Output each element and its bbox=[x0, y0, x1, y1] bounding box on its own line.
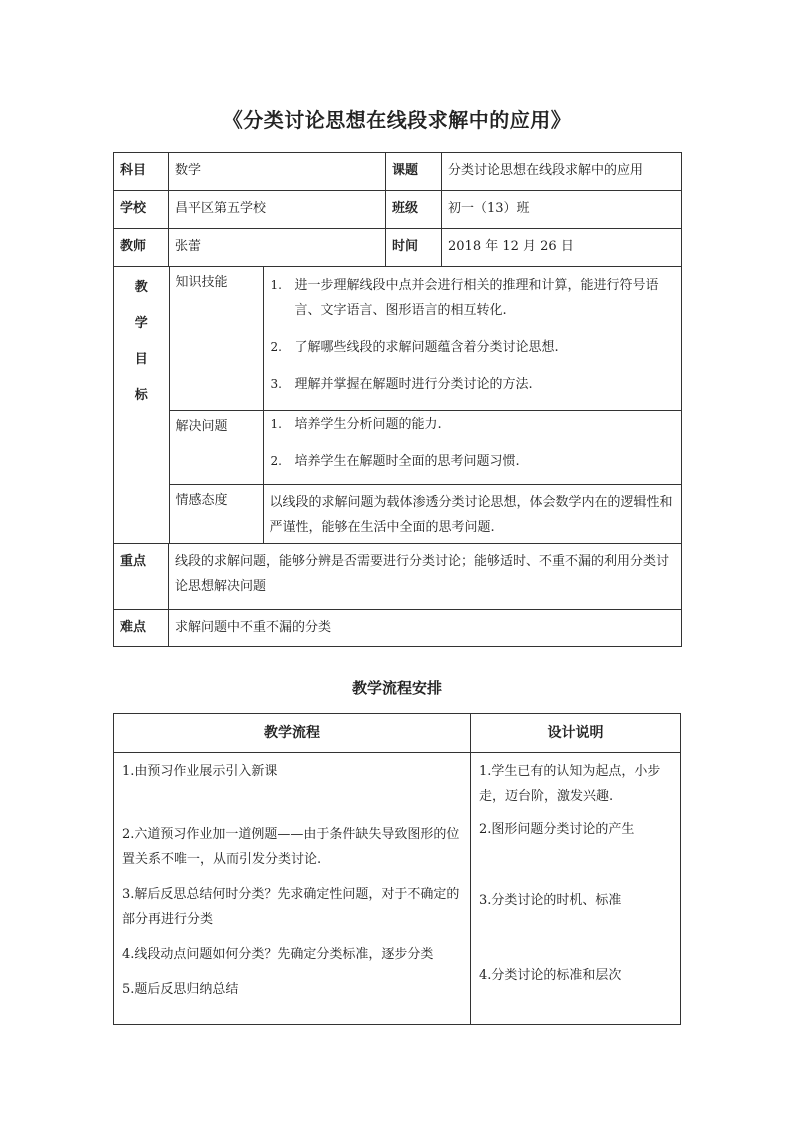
design-note: 1.学生已有的认知为起点，小步走，迈台阶，激发兴趣. bbox=[479, 764, 661, 804]
design-notes bbox=[471, 753, 681, 1025]
flow-table bbox=[113, 713, 681, 1025]
flow-col-header: 教学流程 bbox=[114, 714, 471, 753]
list-item: 2. 了解哪些线段的求解问题蕴含着分类讨论思想. bbox=[270, 340, 559, 355]
key-label: 重点 bbox=[114, 543, 169, 609]
flow-step: 2.六道预习作业加一道例题——由于条件缺失导致图形的位置关系不唯一，从而引发分类讨论. bbox=[122, 827, 460, 867]
goals-table bbox=[114, 267, 681, 543]
class-label: 班级 bbox=[386, 191, 442, 229]
difficulty-label: 难点 bbox=[114, 609, 169, 646]
design-note: 3.分类讨论的时机、标准 bbox=[479, 893, 622, 908]
time-value: 2018 年 12 月 26 日 bbox=[442, 229, 682, 267]
flow-section-title: 教学流程安排 bbox=[351, 679, 442, 697]
class-value: 初一（13）班 bbox=[442, 191, 682, 229]
list-item: 1. 进一步理解线段中点并会进行相关的推理和计算，能进行符号语言、文字语言、图形语言的相互转化. bbox=[270, 278, 659, 318]
topic-value: 分类讨论思想在线段求解中的应用 bbox=[442, 153, 682, 191]
problem-list bbox=[263, 411, 681, 485]
school-label: 学校 bbox=[114, 191, 169, 229]
list-item: 2. 培养学生在解题时全面的思考问题习惯. bbox=[270, 454, 520, 469]
attitude-text: 以线段的求解问题为载体渗透分类讨论思想，体会数学内在的逻辑性和严谨性，能够在生活中全面的思考问题. bbox=[263, 485, 681, 543]
subject-label: 科目 bbox=[114, 153, 169, 191]
flow-step: 1.由预习作业展示引入新课 bbox=[122, 764, 278, 779]
time-label: 时间 bbox=[386, 229, 442, 267]
list-item: 3. 理解并掌握在解题时进行分类讨论的方法. bbox=[270, 377, 533, 392]
difficulty-text: 求解问题中不重不漏的分类 bbox=[169, 609, 682, 646]
flow-steps bbox=[114, 753, 471, 1025]
knowledge-list bbox=[263, 267, 681, 411]
attitude-label: 情感态度 bbox=[169, 485, 263, 543]
lesson-info-table bbox=[113, 152, 682, 647]
design-note: 4.分类讨论的标准和层次 bbox=[479, 968, 622, 983]
school-value: 昌平区第五学校 bbox=[169, 191, 386, 229]
flow-step: 5.题后反思归纳总结 bbox=[122, 982, 239, 997]
subject-value: 数学 bbox=[169, 153, 386, 191]
goals-label: 教 学 目 标 bbox=[114, 267, 169, 543]
teacher-label: 教师 bbox=[114, 229, 169, 267]
teacher-value: 张蕾 bbox=[169, 229, 386, 267]
notes-col-header: 设计说明 bbox=[471, 714, 681, 753]
flow-step: 3.解后反思总结何时分类？先求确定性问题，对于不确定的部分再进行分类 bbox=[122, 887, 460, 927]
flow-step: 4.线段动点问题如何分类？先确定分类标准，逐步分类 bbox=[122, 947, 434, 962]
problem-label: 解决问题 bbox=[169, 411, 263, 485]
key-text: 线段的求解问题，能够分辨是否需要进行分类讨论；能够适时、不重不漏的利用分类讨论思想解决问题 bbox=[169, 543, 682, 609]
list-item: 1. 培养学生分析问题的能力. bbox=[270, 417, 442, 432]
document-title: 《分类讨论思想在线段求解中的应用》 bbox=[222, 108, 572, 132]
knowledge-label: 知识技能 bbox=[169, 267, 263, 411]
design-note: 2.图形问题分类讨论的产生 bbox=[479, 822, 635, 837]
topic-label: 课题 bbox=[386, 153, 442, 191]
